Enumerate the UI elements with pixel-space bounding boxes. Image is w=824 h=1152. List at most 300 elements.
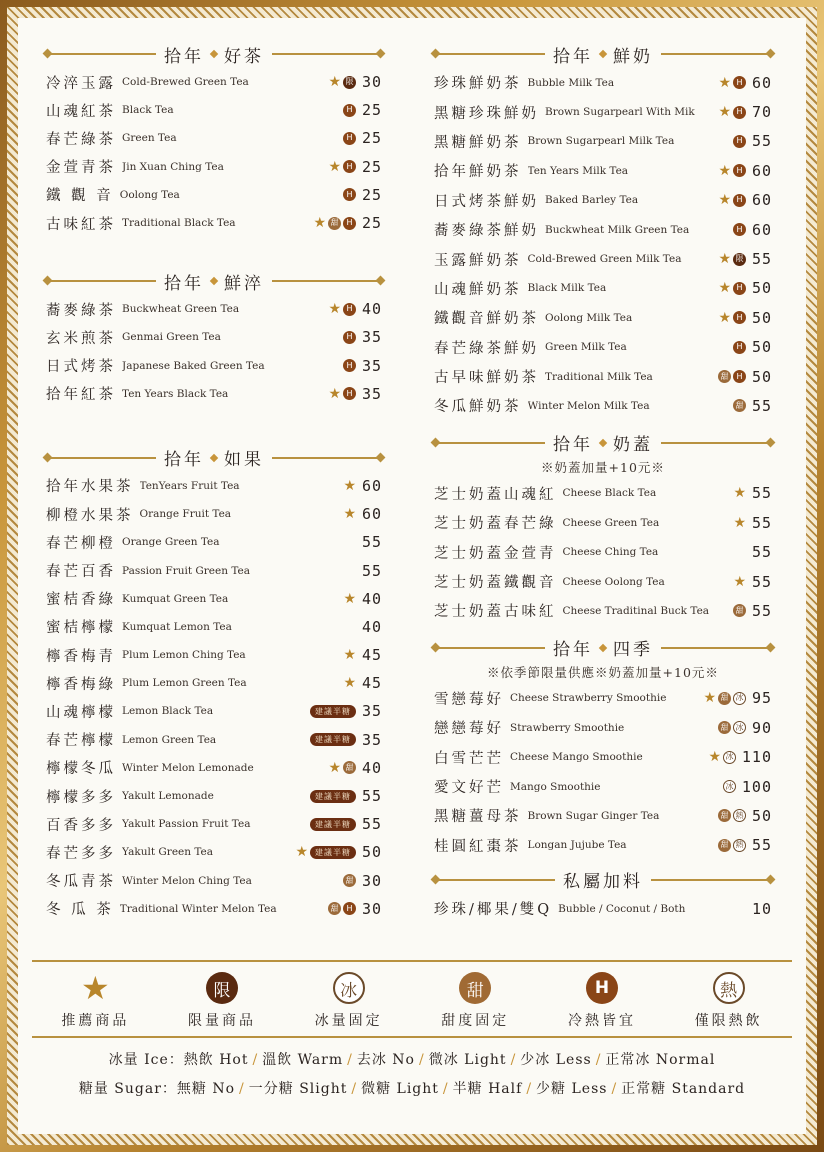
item-price: 55 [751,484,772,503]
menu-item [46,181,382,209]
hot-cold-icon: H [733,76,746,89]
item-price: 100 [741,777,772,796]
menu-item [434,684,772,713]
section-title-text [545,430,661,455]
option-sugar: 正常糖 Standard [621,1081,746,1097]
menu-item [434,333,772,362]
item-name-zh: 山魂鮮奶茶 [434,281,522,298]
slash-separator: / [510,1052,517,1068]
item-price: 55 [361,533,382,552]
legend-label: 僅限熱飲 [694,1013,763,1029]
title-part: 拾年 [553,46,593,67]
hot-cold-icon: H [733,282,746,295]
star-icon: ★ [703,690,716,707]
divider-line [661,53,772,55]
title-part: 鮮淬 [224,273,264,294]
title-part: 拾年 [553,640,593,661]
item-name-zh: 拾年水果茶 [46,479,134,496]
item-name-zh: 檸香梅青 [46,648,116,665]
menu-item [46,867,382,895]
item-name-zh: 芝士奶蓋金萱青 [434,545,557,562]
menu-item [434,596,772,625]
menu-item [434,303,772,332]
item-marks [328,160,356,174]
item-name-en: Brown Sugar Ginger Tea [527,809,660,822]
item-name-zh: 白雪芒芒 [434,750,504,767]
item-name-zh: 芝士奶蓋古味紅 [434,604,557,621]
item-marks [310,705,356,718]
star-icon: ★ [343,647,356,664]
item-price: 55 [751,601,772,620]
menu-item [46,782,382,810]
item-name-en: Winter Melon Lemonade [122,761,254,774]
divider-line [46,53,156,55]
star-icon: ★ [343,477,356,494]
star-icon: ★ [343,675,356,692]
item-name-en: Ten Years Black Tea [122,387,229,400]
menu-item [46,754,382,782]
item-name-en: Yakult Passion Fruit Tea [122,818,251,831]
item-name-en: Longan Jujube Tea [527,839,627,852]
item-marks [718,281,746,295]
section-title-text [156,269,272,294]
item-name-zh: 春芒多多 [46,845,116,862]
legend-label: 推薦商品 [61,1013,130,1029]
slash-separator: / [351,1081,358,1097]
item-price: 55 [751,132,772,151]
menu-item [46,96,382,124]
sweet-fixed-icon: 甜 [343,874,356,887]
divider-line [434,53,545,55]
item-name-en: Cheese Traditinal Buck Tea [562,604,710,617]
menu-item [46,153,382,181]
option-ice: 溫飲 Warm [262,1052,344,1068]
item-name-en: Green Milk Tea [545,341,627,354]
item-name-en: Black Tea [122,104,174,117]
item-name-en: Kumquat Lemon Tea [122,620,232,633]
item-name-zh: 芝士奶蓋鐵觀音 [434,575,557,592]
menu-item [46,380,382,408]
sweet-fixed-icon: 甜 [718,721,731,734]
item-marks [733,486,746,500]
item-name-en: Bubble Milk Tea [527,76,615,89]
sweet-fixed-icon: 甜 [328,217,341,230]
section-title-text [555,867,651,892]
section-title-ruguo [46,444,382,472]
item-marks [723,780,736,793]
hot-cold-icon: H [733,164,746,177]
menu-item [46,124,382,152]
star-icon: ★ [328,385,341,402]
item-marks [328,387,356,401]
menu-item [434,508,772,537]
item-name-zh: 拾年鮮奶茶 [434,164,522,181]
item-price: 30 [361,73,382,92]
item-name-zh: 蜜桔香綠 [46,592,116,609]
item-price: 60 [361,476,382,495]
star-icon: ★ [718,162,731,179]
hot-cold-icon: H [733,106,746,119]
section-title-text [545,635,661,660]
hot-cold-icon: H [343,902,356,915]
item-marks [733,399,746,412]
menu-item [46,613,382,641]
legend-area [32,960,792,1104]
item-marks [718,721,746,734]
item-marks [310,733,356,746]
sweet-fixed-icon: 甜 [718,839,731,852]
item-name-en: Oolong Milk Tea [545,311,633,324]
section-title-naigai [434,429,772,457]
option-ice: 冰量 Ice：熱飲 Hot [108,1052,249,1068]
sweet-fixed-icon: 甜 [733,399,746,412]
menu-item [434,772,772,801]
hot-cold-icon: H [343,331,356,344]
half-sugar-badge: 建議半糖 [310,846,356,859]
item-marks [703,691,746,705]
item-name-en: Plum Lemon Ching Tea [122,649,246,662]
item-name-zh: 蜜桔檸檬 [46,620,116,637]
item-price: 35 [361,702,382,721]
legend-s-icon: 甜 [459,972,491,1004]
item-marks [733,135,746,148]
menu-item [46,697,382,725]
item-price: 35 [361,384,382,403]
item-price: 55 [751,396,772,415]
item-name-zh: 拾年紅茶 [46,387,116,404]
legend-item [547,972,657,1030]
hot-cold-icon: H [343,160,356,173]
menu-item [434,362,772,391]
divider-line [661,442,772,444]
title-part: 拾年 [553,435,593,456]
item-marks [718,809,746,822]
divider-line [661,647,772,649]
item-name-zh: 鐵 觀 音 [46,188,114,205]
star-icon: ★ [328,74,341,91]
item-name-en: Brown Sugarpearl Milk Tea [527,135,675,148]
options [32,1038,792,1104]
hot-cold-icon: H [733,341,746,354]
item-name-zh: 檸香梅綠 [46,676,116,693]
item-price: 35 [361,328,382,347]
item-price: 60 [751,161,772,180]
menu-item [46,295,382,323]
diamond-icon [210,277,218,285]
item-price: 90 [751,718,772,737]
item-price: 10 [751,899,772,918]
star-icon: ★ [295,844,308,861]
item-name-en: Buckwheat Green Tea [122,303,240,316]
item-name-zh: 黑糖珍珠鮮奶 [434,105,539,122]
menu-item [434,391,772,420]
item-name-zh: 古味紅茶 [46,216,116,233]
menu-item [434,274,772,303]
menu-item [46,556,382,584]
striped-border [7,7,817,1145]
hot-only-icon: 熱 [733,809,746,822]
item-name-zh: 春芒綠茶鮮奶 [434,340,539,357]
item-name-en: Traditional Winter Melon Tea [119,902,277,915]
item-name-en: Jin Xuan Ching Tea [122,160,224,173]
divider-line [46,280,156,282]
option-sugar: 半糖 Half [452,1081,523,1097]
item-name-en: Cheese Mango Smoothie [510,751,643,764]
item-name-en: Green Tea [122,132,177,145]
menu-item [434,567,772,596]
item-name-en: Cold-Brewed Green Milk Tea [527,253,682,266]
item-marks [328,75,356,89]
sweet-fixed-icon: 甜 [718,809,731,822]
option-sugar: 一分糖 Slight [248,1081,348,1097]
legend-label: 冰量固定 [314,1013,383,1029]
item-marks [708,750,736,764]
item-name-zh: 檸檬多多 [46,789,116,806]
item-name-zh: 珍珠鮮奶茶 [434,76,522,93]
menu-item [46,352,382,380]
item-name-zh: 春芒百香 [46,564,116,581]
legend-star-icon: ★ [80,969,110,1007]
item-name-en: Cheese Ching Tea [562,546,659,559]
item-price: 50 [361,843,382,862]
item-marks [313,216,356,230]
item-price: 25 [361,157,382,176]
ice-options [38,1046,786,1075]
title-part: 奶蓋 [613,435,653,456]
half-sugar-badge: 建議半糖 [310,733,356,746]
half-sugar-badge: 建議半糖 [310,790,356,803]
item-price: 35 [361,730,382,749]
slash-separator: / [419,1052,425,1068]
slash-separator: / [595,1052,602,1068]
item-name-en: Winter Melon Milk Tea [527,399,650,412]
item-marks [295,845,356,859]
option-ice: 去冰 No [356,1052,415,1068]
star-icon: ★ [718,309,731,326]
star-icon: ★ [718,74,731,91]
item-price: 40 [361,589,382,608]
item-name-zh: 金萱青茶 [46,160,116,177]
item-price: 35 [361,356,382,375]
star-icon: ★ [718,251,731,268]
item-price: 60 [751,191,772,210]
item-marks [718,105,746,119]
item-price: 45 [361,674,382,693]
item-name-zh: 日式烤茶 [46,359,116,376]
menu-page [18,18,806,1134]
divider-line [272,280,382,282]
divider-line [272,457,382,459]
item-name-zh: 春芒綠茶 [46,131,116,148]
star-icon: ★ [328,759,341,776]
star-icon: ★ [718,192,731,209]
spacer [434,421,772,429]
diamond-icon [599,643,607,651]
menu-item [46,528,382,556]
star-icon: ★ [733,485,746,502]
slash-separator: / [526,1081,533,1097]
legend-item [167,972,277,1030]
item-marks [343,188,356,201]
item-price: 50 [751,806,772,825]
slash-separator: / [442,1081,449,1097]
legend-ice-icon: 冰 [333,972,365,1004]
item-name-zh: 冬瓜青茶 [46,874,116,891]
hot-cold-icon: H [343,217,356,230]
legend-l-icon: 限 [206,972,238,1004]
legend-h-icon: H [586,972,618,1004]
section-title-text [156,445,272,470]
slash-separator: / [611,1081,618,1097]
item-name-en: Plum Lemon Green Tea [122,677,247,690]
menu-item [46,209,382,237]
item-name-en: Traditional Black Tea [122,217,236,230]
hot-cold-icon: H [733,194,746,207]
item-price: 50 [751,308,772,327]
option-ice: 正常冰 Normal [605,1052,716,1068]
item-name-zh: 柳橙水果茶 [46,507,134,524]
ice-fixed-icon: 冰 [733,721,746,734]
divider-line [46,457,156,459]
title-part: 拾年 [164,46,204,67]
item-marks [718,164,746,178]
item-name-en: Black Milk Tea [527,282,607,295]
item-price: 55 [751,543,772,562]
section-title-xiancui [46,267,382,295]
item-name-en: Lemon Green Tea [122,733,217,746]
divider-line [434,442,545,444]
legend-item [40,969,150,1030]
limited-icon: 限 [733,253,746,266]
option-sugar: 微糖 Light [361,1081,439,1097]
item-price: 55 [751,513,772,532]
diamond-icon [599,438,607,446]
item-name-en: Baked Barley Tea [545,194,639,207]
menu-item [46,500,382,528]
menu-item [46,838,382,866]
divider-line [434,879,555,881]
item-price: 50 [751,367,772,386]
item-marks [343,676,356,690]
section-title-text [156,42,272,67]
menu-item [434,127,772,156]
star-icon: ★ [328,158,341,175]
menu-item [46,669,382,697]
spacer [46,408,382,444]
sugar-options [38,1075,786,1104]
item-marks [310,790,356,803]
divider-line [434,647,545,649]
item-name-zh: 愛文好芒 [434,780,504,796]
item-price: 55 [361,815,382,834]
item-marks [718,311,746,325]
item-name-en: Yakult Green Tea [122,846,214,859]
option-sugar: 糖量 Sugar：無糖 No [78,1081,236,1097]
item-name-en: Passion Fruit Green Tea [122,564,250,577]
item-marks [343,479,356,493]
item-marks [718,839,746,852]
star-icon: ★ [708,749,721,766]
menu-item [434,215,772,244]
title-part: 四季 [613,640,653,661]
menu-item [46,585,382,613]
spacer [434,626,772,634]
menu-item [46,472,382,500]
item-marks [343,874,356,887]
item-price: 110 [741,748,772,767]
item-name-zh: 古早味鮮奶茶 [434,370,539,387]
section-title-siji [434,634,772,662]
title-part: 拾年 [164,273,204,294]
item-marks [733,575,746,589]
item-marks [343,359,356,372]
item-price: 25 [361,214,382,233]
item-name-zh: 蕎麥綠茶鮮奶 [434,223,539,240]
item-price: 55 [751,572,772,591]
item-name-zh: 戀戀莓好 [434,721,504,738]
ice-fixed-icon: 冰 [723,780,736,793]
legend-label: 甜度固定 [441,1013,510,1029]
ice-fixed-icon: 冰 [733,692,746,705]
item-price: 95 [751,689,772,708]
item-price: 40 [361,617,382,636]
diamond-icon [210,454,218,462]
item-name-zh: 冷淬玉露 [46,75,116,92]
star-icon: ★ [718,104,731,121]
sweet-fixed-icon: 甜 [343,761,356,774]
item-name-en: Lemon Black Tea [122,705,214,718]
hot-cold-icon: H [343,132,356,145]
item-price: 45 [361,646,382,665]
menu-item [434,479,772,508]
slash-separator: / [239,1081,245,1097]
title-part: 私屬加料 [563,872,643,893]
slash-separator: / [252,1052,259,1068]
item-price: 70 [751,103,772,122]
menu-item [46,68,382,96]
item-name-zh: 黑糖薑母茶 [434,809,522,826]
item-name-zh: 春芒柳橙 [46,535,116,552]
item-name-en: Cheese Oolong Tea [562,575,665,588]
item-price: 60 [751,220,772,239]
item-name-en: Cheese Strawberry Smoothie [510,692,667,705]
option-sugar: 少糖 Less [536,1081,608,1097]
item-name-zh: 冬瓜鮮奶茶 [434,399,522,416]
menu-item [434,537,772,566]
option-ice: 少冰 Less [520,1052,592,1068]
item-name-en: Cheese Black Tea [562,487,657,500]
menu-item [434,713,772,742]
item-name-en: Mango Smoothie [510,780,601,793]
item-marks [328,302,356,316]
legend-item [294,972,404,1030]
item-price: 25 [361,101,382,120]
section-note: ※奶蓋加量+10元※ [541,459,665,475]
section-title-haocha [46,40,382,68]
half-sugar-badge: 建議半糖 [310,705,356,718]
item-price: 55 [361,561,382,580]
item-marks [718,370,746,383]
item-name-en: Cold-Brewed Green Tea [122,76,249,89]
item-name-en: Yakult Lemonade [122,790,214,803]
item-name-zh: 玄米煎茶 [46,330,116,347]
menu-item [434,68,772,97]
menu-item [46,810,382,838]
menu-item [434,801,772,830]
section-title-toppings [434,866,772,894]
ice-fixed-icon: 冰 [723,751,736,764]
menu-item [434,244,772,273]
